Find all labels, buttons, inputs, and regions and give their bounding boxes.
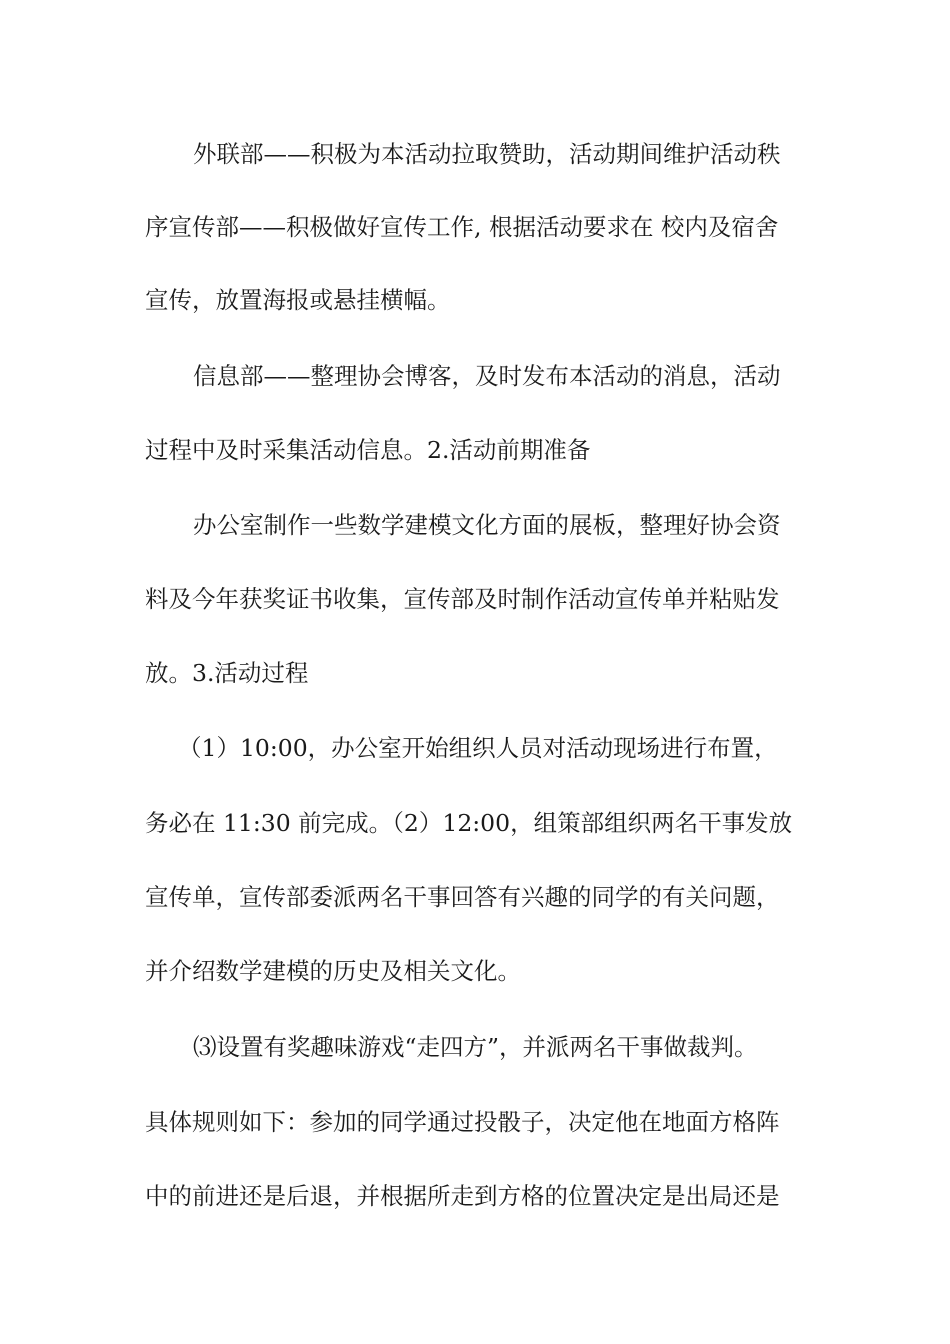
text-line: （1）10:00，办公室开始组织人员对活动现场进行布置， [178, 734, 778, 762]
text-line: 务必在 11:30 前完成。（2）12:00，组策部组织两名干事发放 [145, 809, 793, 837]
text-line: 信息部——整理协会博客，及时发布本活动的消息，活动 [193, 362, 781, 390]
text-line: 具体规则如下：参加的同学通过投骰子，决定他在地面方格阵 [145, 1108, 780, 1136]
text-line: ⑶设置有奖趣味游戏“走四方”，并派两名干事做裁判。 [193, 1033, 758, 1061]
text-line: 办公室制作一些数学建模文化方面的展板，整理好协会资 [193, 511, 781, 539]
text-line: 并介绍数学建模的历史及相关文化。 [145, 957, 521, 985]
text-line: 料及今年获奖证书收集，宣传部及时制作活动宣传单并粘贴发 [145, 585, 780, 613]
text-line: 宣传，放置海报或悬挂横幅。 [145, 286, 451, 314]
text-line: 中的前进还是后退，并根据所走到方格的位置决定是出局还是 [145, 1182, 780, 1210]
text-line: 宣传单，宣传部委派两名干事回答有兴趣的同学的有关问题， [145, 883, 780, 911]
text-line: 过程中及时采集活动信息。2.活动前期准备 [145, 436, 591, 464]
text-line: 外联部——积极为本活动拉取赞助，活动期间维护活动秩 [193, 140, 781, 168]
text-line: 放。3.活动过程 [145, 659, 309, 687]
text-line: 序宣传部——积极做好宣传工作, 根据活动要求在 校内及宿舍 [145, 213, 779, 241]
